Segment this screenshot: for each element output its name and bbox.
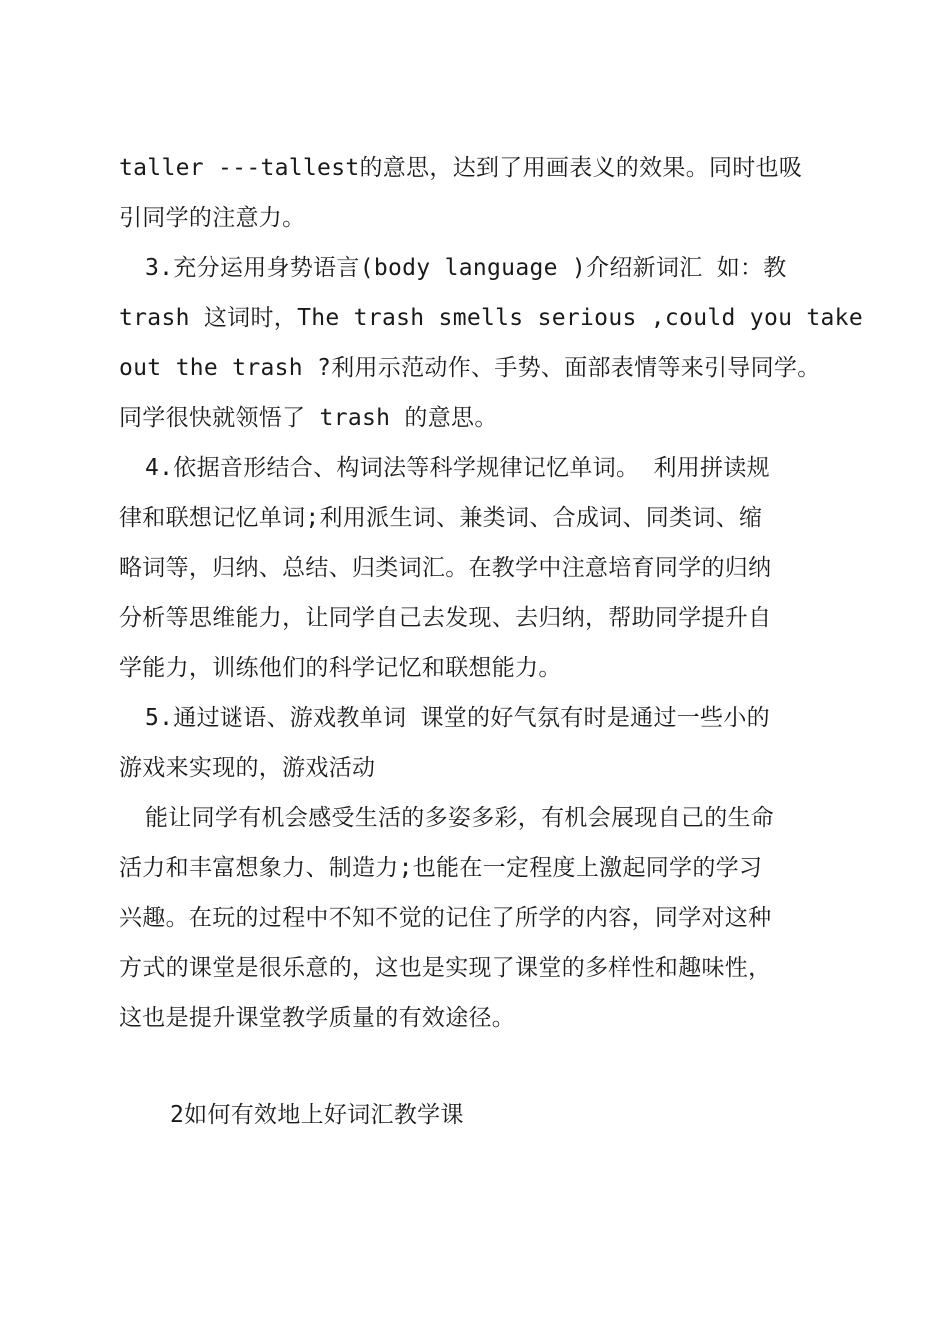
paragraph-line: 略词等，归纳、总结、归类词汇。在教学中注意培育同学的归纳 — [119, 555, 772, 581]
list-item-4-line: 4.依据音形结合、构词法等科学规律记忆单词。 利用拼读规 — [145, 455, 770, 481]
paragraph-line: 活力和丰富想象力、制造力;也能在一定程度上激起同学的学习 — [119, 855, 763, 881]
paragraph-line: trash 这词时，The trash smells serious ,could you take — [119, 305, 863, 331]
paragraph-line: taller ---tallest的意思，达到了用画表义的效果。同时也吸 — [119, 155, 803, 181]
paragraph-line: 分析等思维能力，让同学自己去发现、去归纳，帮助同学提升自 — [119, 605, 772, 631]
paragraph-line: 引同学的注意力。 — [119, 205, 306, 231]
paragraph-line: 兴趣。在玩的过程中不知不觉的记住了所学的内容，同学对这种 — [119, 905, 772, 931]
paragraph-line: 同学很快就领悟了 trash 的意思。 — [119, 405, 498, 431]
paragraph-line: 游戏来实现的，游戏活动 — [119, 755, 376, 781]
list-item-5-line: 5.通过谜语、游戏教单词 课堂的好气氛有时是通过一些小的 — [145, 705, 770, 731]
list-item-3-line: 3.充分运用身势语言(body language )介绍新词汇 如：教 — [145, 255, 787, 281]
paragraph-line: out the trash ?利用示范动作、手势、面部表情等来引导同学。 — [119, 355, 821, 381]
paragraph-line: 学能力，训练他们的科学记忆和联想能力。 — [119, 655, 562, 681]
paragraph-line: 律和联想记忆单词;利用派生词、兼类词、合成词、同类词、缩 — [119, 505, 763, 531]
paragraph-line: 能让同学有机会感受生活的多姿多彩，有机会展现自己的生命 — [145, 805, 775, 831]
paragraph-line: 这也是提升课堂教学质量的有效途径。 — [119, 1005, 516, 1031]
section-heading: 2如何有效地上好词汇教学课 — [170, 1102, 464, 1128]
paragraph-line: 方式的课堂是很乐意的，这也是实现了课堂的多样性和趣味性， — [119, 955, 772, 981]
